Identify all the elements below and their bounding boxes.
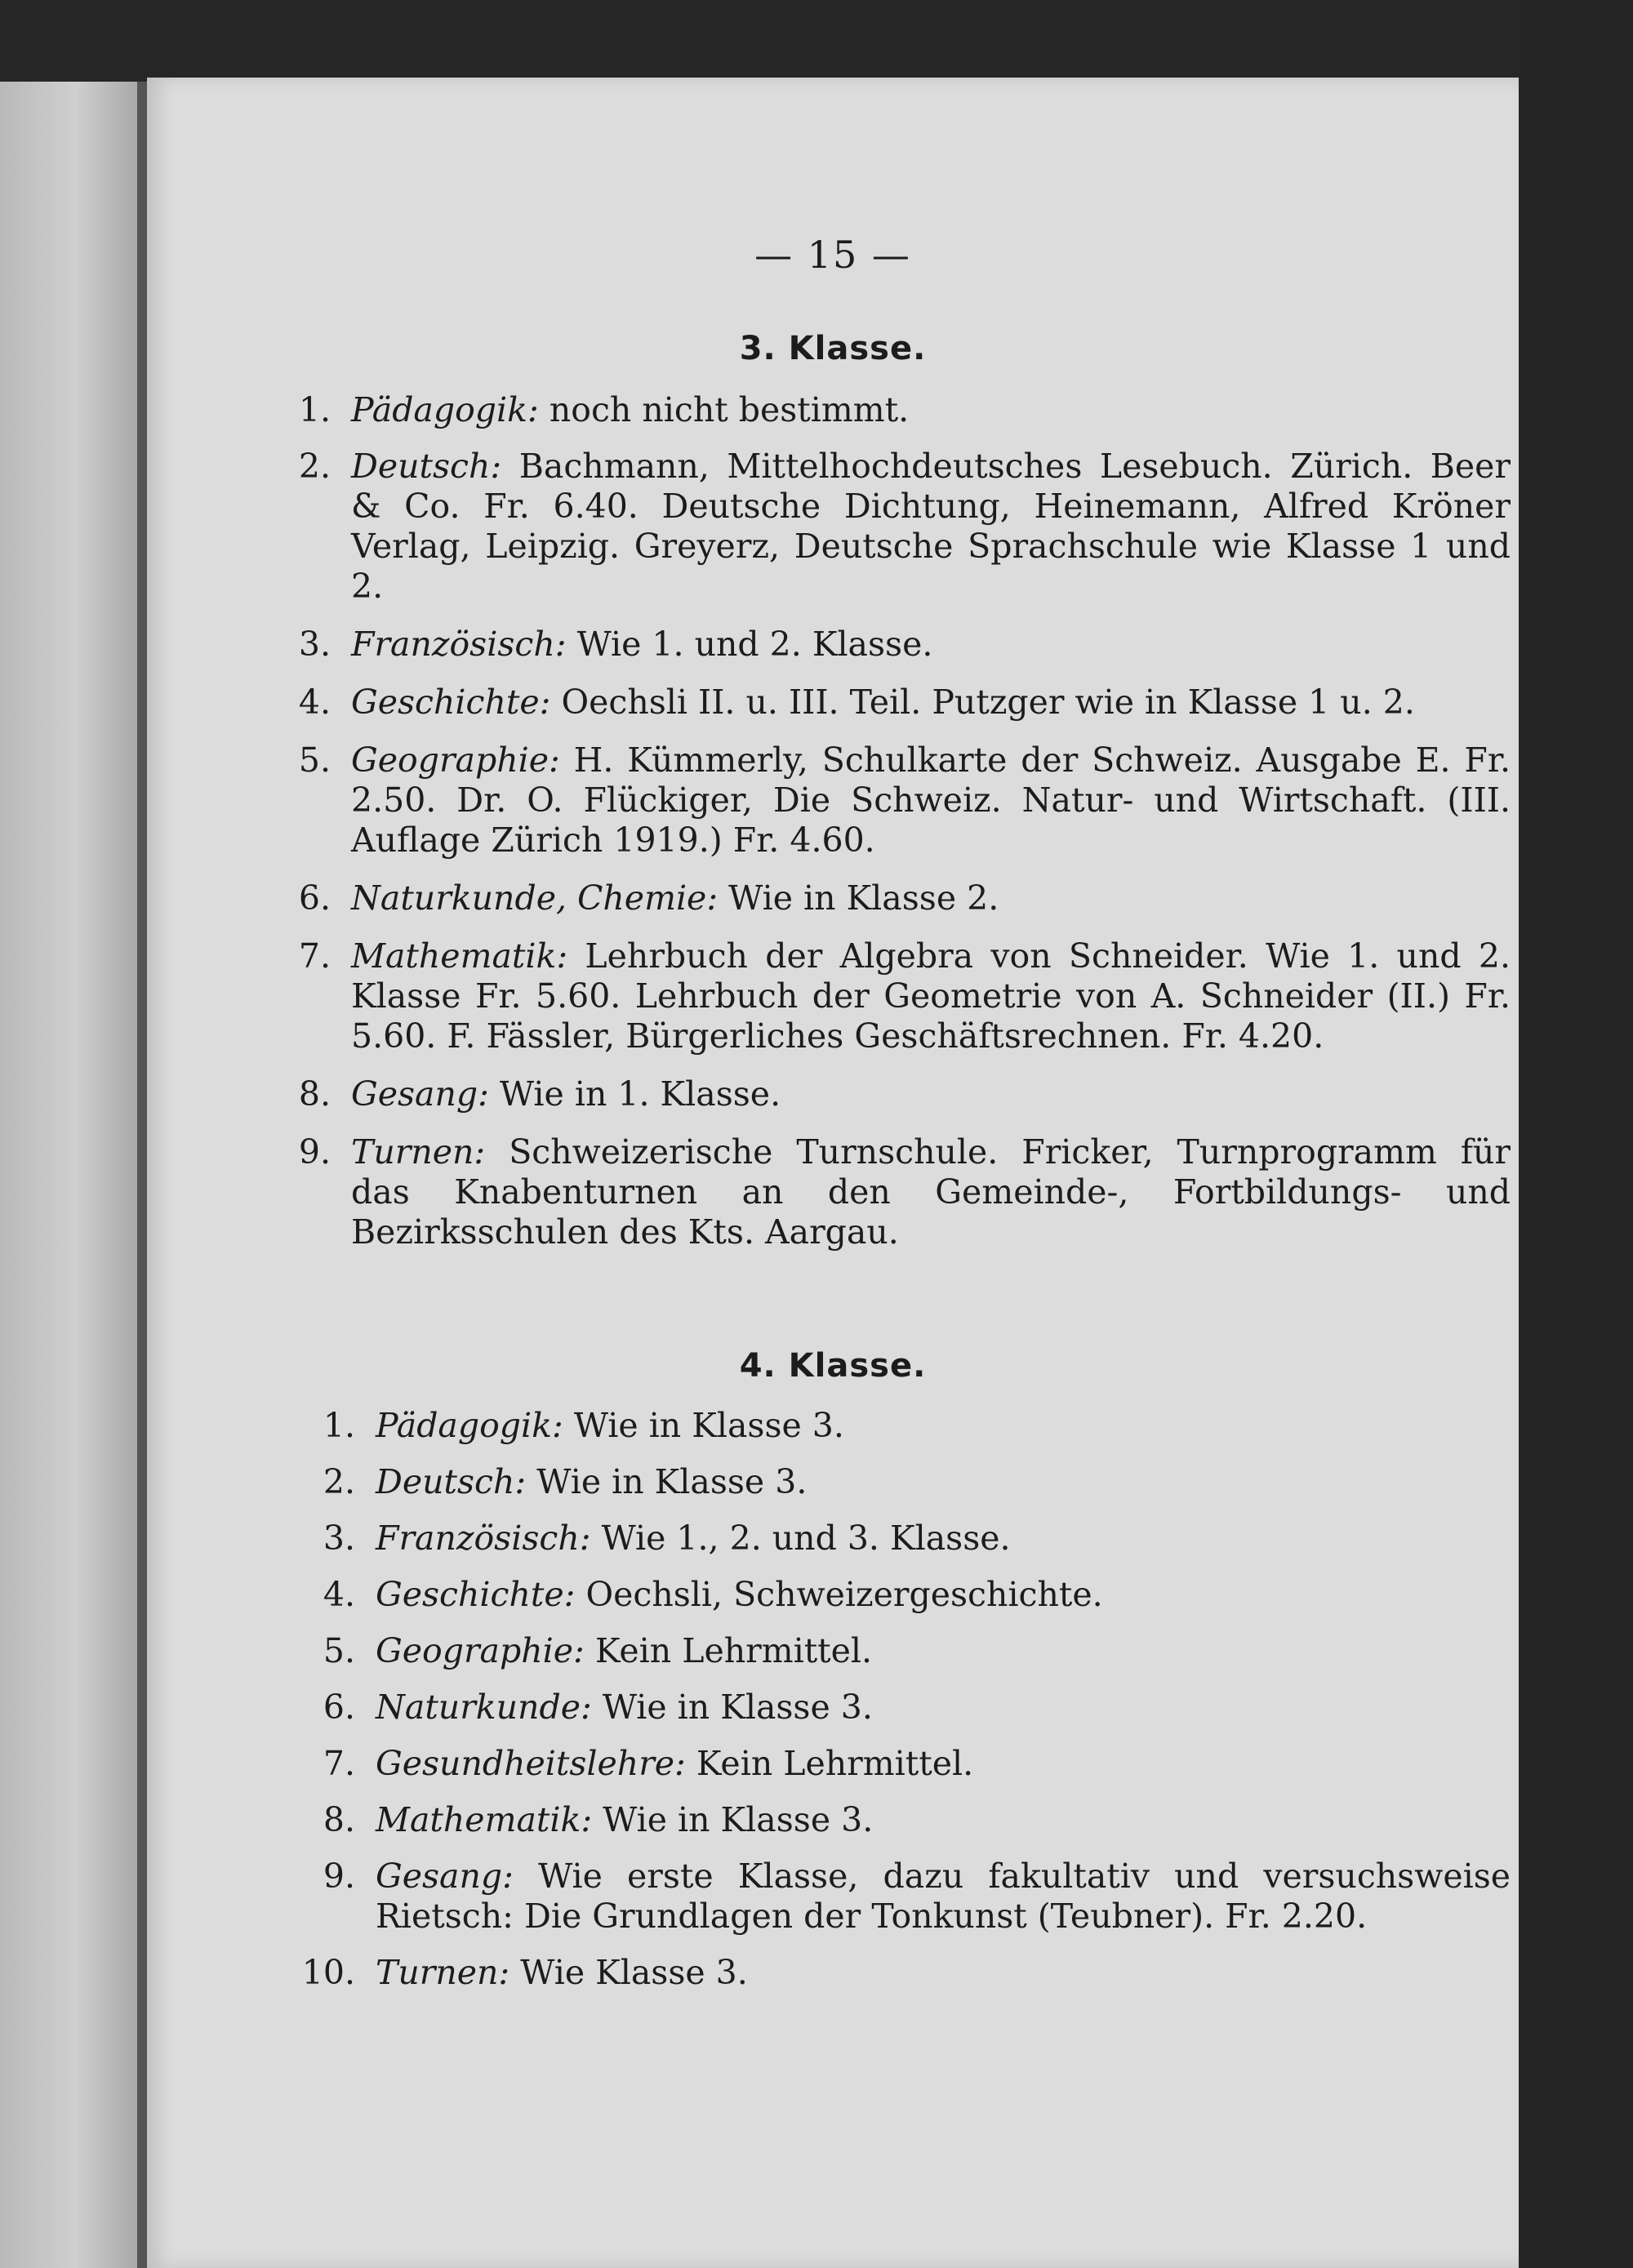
- subject-name: Pädagogik:: [351, 390, 539, 429]
- item-text: Kein Lehrmittel.: [685, 1744, 974, 1783]
- book-gutter: [137, 82, 147, 2268]
- list-item: [290, 1406, 1511, 1446]
- item-number: 1.: [323, 1406, 355, 1445]
- item-text: Wie 1. und 2. Klasse.: [566, 625, 933, 664]
- item-number: 5.: [323, 1631, 355, 1670]
- item-text: Wie 1., 2. und 3. Klasse.: [590, 1519, 1011, 1558]
- item-text: Wie in Klasse 3.: [563, 1406, 844, 1445]
- list-item: [265, 1074, 1511, 1114]
- subject-name: Geschichte:: [351, 683, 551, 722]
- item-text: Wie erste Klasse, dazu fakultativ und versuchsweise Rietsch: Die Grundlagen der Tonkunst (Teubner). Fr. 2.20.: [376, 1857, 1511, 1936]
- list-item: [290, 1519, 1511, 1559]
- subject-list-klasse-3: [265, 390, 1511, 1252]
- subject-name: Mathematik:: [376, 1800, 593, 1839]
- item-text: Wie in Klasse 3.: [592, 1800, 874, 1839]
- subject-name: Turnen:: [376, 1953, 510, 1992]
- item-text: Oechsli, Schweizergeschichte.: [575, 1575, 1103, 1614]
- list-item: [265, 936, 1511, 1056]
- section-heading-klasse-4: 4. Klasse.: [739, 1347, 927, 1385]
- list-item: [290, 1631, 1511, 1671]
- subject-name: Gesang:: [351, 1074, 489, 1114]
- subject-name: Naturkunde:: [376, 1688, 592, 1727]
- page-text: [147, 0, 1519, 2268]
- list-item: [265, 1132, 1511, 1252]
- item-text: Wie in Klasse 3.: [591, 1688, 873, 1727]
- scan-background: [1519, 0, 1633, 2268]
- item-text: Schweizerische Turnschule. Fricker, Turnprogramm für das Knabenturnen an den Gemeinde-, Fortbildungs- und Bezirksschulen des Kts. Aargau.: [351, 1132, 1511, 1252]
- subject-name: Deutsch:: [351, 447, 502, 486]
- item-text: Wie Klasse 3.: [509, 1953, 748, 1992]
- item-number: 2.: [298, 447, 331, 486]
- list-item: [265, 878, 1511, 918]
- item-number: 9.: [323, 1857, 355, 1896]
- subject-name: Pädagogik:: [376, 1406, 563, 1445]
- item-number: 3.: [323, 1519, 355, 1558]
- item-number: 7.: [323, 1744, 355, 1783]
- item-number: 10.: [301, 1953, 355, 1992]
- item-number: 5.: [298, 740, 331, 780]
- list-item: [265, 625, 1511, 665]
- list-item: [265, 683, 1511, 723]
- item-number: 7.: [298, 936, 331, 976]
- list-item: [290, 1575, 1511, 1615]
- list-item: [265, 740, 1511, 861]
- subject-name: Französisch:: [376, 1519, 591, 1558]
- list-item: [290, 1800, 1511, 1840]
- subject-name: Turnen:: [351, 1132, 486, 1172]
- item-text: H. Kümmerly, Schulkarte der Schweiz. Ausgabe E. Fr. 2.50. Dr. O. Flückiger, Die Schweiz. Natur- und Wirtschaft. (III. Auflage Zürich 1919.) Fr. 4.60.: [351, 740, 1511, 860]
- subject-name: Geschichte:: [376, 1575, 576, 1614]
- item-text: Bachmann, Mittelhochdeutsches Lesebuch. Zürich. Beer & Co. Fr. 6.40. Deutsche Dichtung, Heinemann, Alfred Kröner Verlag, Leipzig. Greyerz, Deutsche Sprachschule wie Klasse 1 und 2.: [351, 447, 1511, 606]
- item-number: 3.: [298, 625, 331, 664]
- subject-name: Naturkunde, Chemie:: [351, 878, 719, 918]
- section-heading-klasse-3: 3. Klasse.: [739, 330, 927, 367]
- item-number: 8.: [298, 1074, 331, 1114]
- item-number: 6.: [323, 1688, 355, 1727]
- list-item: [265, 447, 1511, 607]
- page-number: — 15 —: [754, 233, 911, 277]
- list-item: [290, 1857, 1511, 1937]
- item-text: Wie in 1. Klasse.: [488, 1074, 781, 1114]
- item-number: 9.: [298, 1132, 331, 1172]
- list-item: [290, 1462, 1511, 1502]
- subject-name: Deutsch:: [376, 1462, 527, 1501]
- list-item: [265, 390, 1511, 430]
- subject-name: Französisch:: [351, 625, 567, 664]
- item-text: Wie in Klasse 2.: [718, 878, 999, 918]
- item-text: Oechsli II. u. III. Teil. Putzger wie in Klasse 1 u. 2.: [550, 683, 1415, 722]
- subject-name: Geographie:: [376, 1631, 585, 1670]
- list-item: [290, 1953, 1511, 1993]
- list-item: [290, 1744, 1511, 1784]
- subject-name: Gesang:: [376, 1857, 514, 1896]
- item-number: 4.: [323, 1575, 355, 1614]
- item-text: Wie in Klasse 3.: [526, 1462, 808, 1501]
- subject-name: Mathematik:: [351, 936, 568, 976]
- item-number: 1.: [298, 390, 331, 429]
- item-text: Lehrbuch der Algebra von Schneider. Wie 1. und 2. Klasse Fr. 5.60. Lehrbuch der Geometrie von A. Schneider (II.) Fr. 5.60. F. Fässler, Bürgerliches Geschäftsrechnen. Fr. 4.20.: [351, 936, 1511, 1056]
- item-text: Kein Lehrmittel.: [584, 1631, 873, 1670]
- left-page-edge: [0, 82, 137, 2268]
- subject-list-klasse-4: [290, 1406, 1511, 2009]
- item-number: 4.: [298, 683, 331, 722]
- subject-name: Geographie:: [351, 740, 560, 780]
- item-text: noch nicht bestimmt.: [538, 390, 910, 429]
- list-item: [290, 1688, 1511, 1728]
- item-number: 8.: [323, 1800, 355, 1839]
- item-number: 2.: [323, 1462, 355, 1501]
- subject-name: Gesundheitslehre:: [376, 1744, 686, 1783]
- item-number: 6.: [298, 878, 331, 918]
